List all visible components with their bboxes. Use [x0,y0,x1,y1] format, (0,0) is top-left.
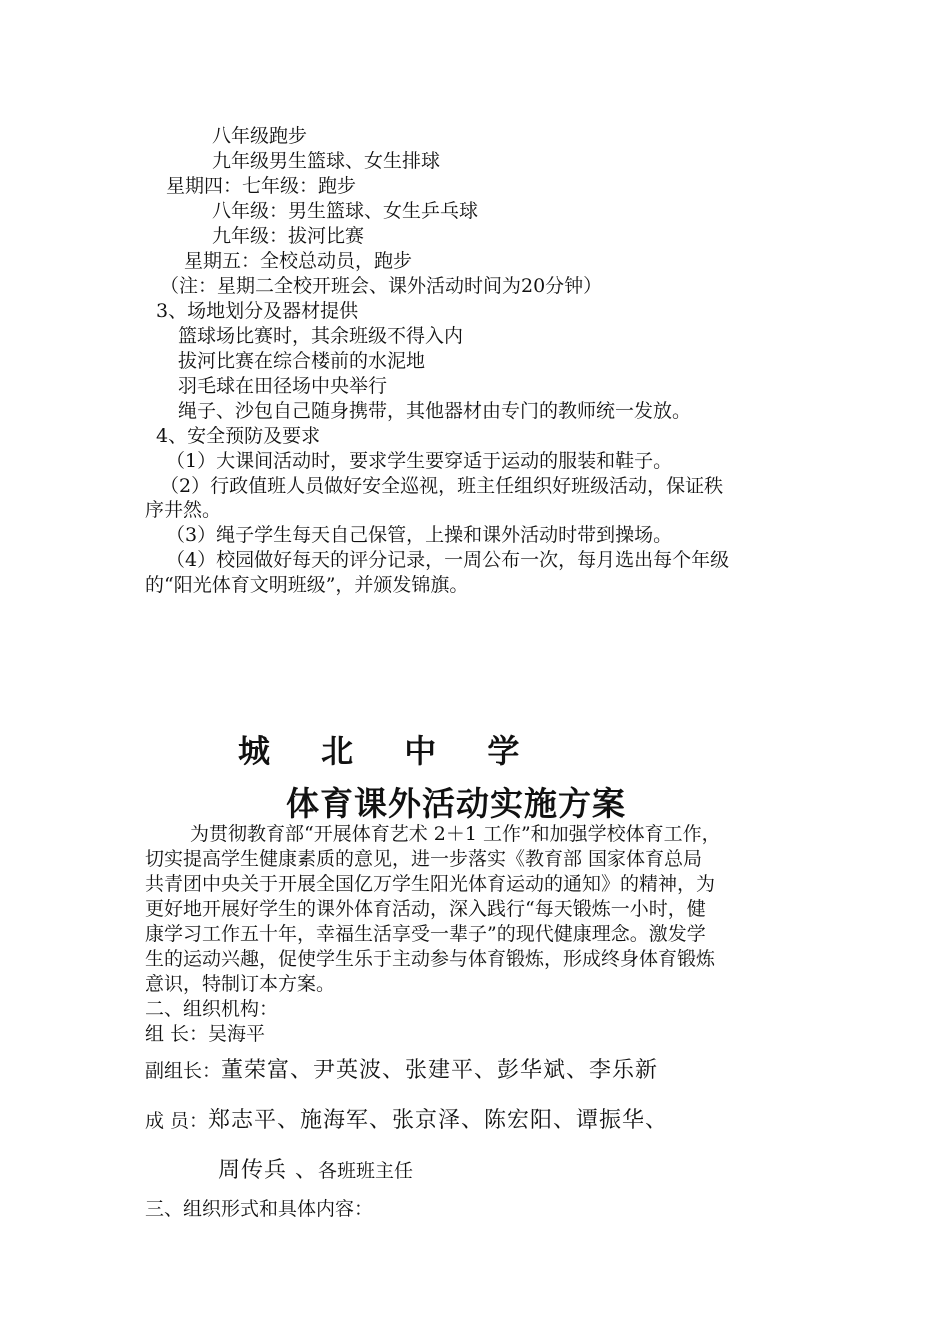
members-tail: 各班班主任 [318,1160,414,1182]
school-name: 城 北 中 学 [238,732,540,770]
paragraph-line: 生的运动兴趣，促使学生乐于主动参与体育锻炼，形成终身体育锻炼 [145,948,716,970]
deputy-label: 副组长： [145,1060,222,1082]
paragraph-line: 共青团中央关于开展全国亿万学生阳光体育运动的通知》的精神，为 [145,873,716,895]
members-names: 郑志平、施海军、张京泽、陈宏阳、谭振华、 [208,1108,669,1133]
members-line [145,1109,668,1133]
text-line: （2）行政值班人员做好安全巡视，班主任组织好班级活动，保证秩 [160,475,724,497]
paragraph-line: 康学习工作五十年，幸福生活享受一辈子”的现代健康理念。激发学 [145,923,706,945]
deputy-line [145,1059,658,1083]
text-line: 星期五：全校总动员，跑步 [184,250,413,272]
text-line: （注：星期二全校开班会、课外活动时间为20分钟） [160,275,603,297]
text-line: 八年级跑步 [212,125,308,147]
text-line: 星期四：七年级：跑步 [166,175,357,197]
leader-line: 组 长：吴海平 [145,1023,266,1045]
text-line: 拔河比赛在综合楼前的水泥地 [178,350,426,372]
members-more: 周传兵 、 [218,1158,318,1183]
text-line: （4）校园做好每天的评分记录，一周公布一次，每月选出每个年级 [166,549,730,571]
text-line: 九年级男生篮球、女生排球 [212,150,441,172]
text-line: 九年级：拔河比赛 [212,225,365,247]
paragraph-line: 更好地开展好学生的课外体育活动，深入践行“每天锻炼一小时，健 [145,898,706,920]
paragraph-line: 切实提高学生健康素质的意见，进一步落实《教育部 国家体育总局 [145,848,703,870]
section-heading: 3、场地划分及器材提供 [156,300,359,322]
members-label: 成 员： [145,1110,209,1132]
members-line-continued [218,1159,413,1183]
text-line: （3）绳子学生每天自己保管，上操和课外活动时带到操场。 [166,524,673,546]
text-line: 序井然。 [145,499,222,521]
section-heading: 4、安全预防及要求 [156,425,321,447]
paragraph-line: 为贯彻教育部“开展体育艺术 2＋1 工作”和加强学校体育工作， [190,823,721,845]
deputy-names: 董荣富、尹英波、张建平、彭华斌、李乐新 [221,1058,659,1083]
text-line: 绳子、沙包自己随身携带，其他器材由专门的教师统一发放。 [178,400,692,422]
section-heading: 二、组织机构： [145,998,279,1020]
text-line: 八年级：男生篮球、女生乒乓球 [212,200,479,222]
text-line: 的“阳光体育文明班级”，并颁发锦旗。 [145,574,469,596]
text-line: （1）大课间活动时，要求学生要穿适于运动的服装和鞋子。 [166,450,673,472]
paragraph-line: 意识，特制订本方案。 [145,973,336,995]
section-heading: 三、组织形式和具体内容： [145,1198,374,1220]
page-title: 体育课外活动实施方案 [286,784,626,823]
text-line: 羽毛球在田径场中央举行 [178,375,388,397]
text-line: 篮球场比赛时，其余班级不得入内 [178,325,464,347]
